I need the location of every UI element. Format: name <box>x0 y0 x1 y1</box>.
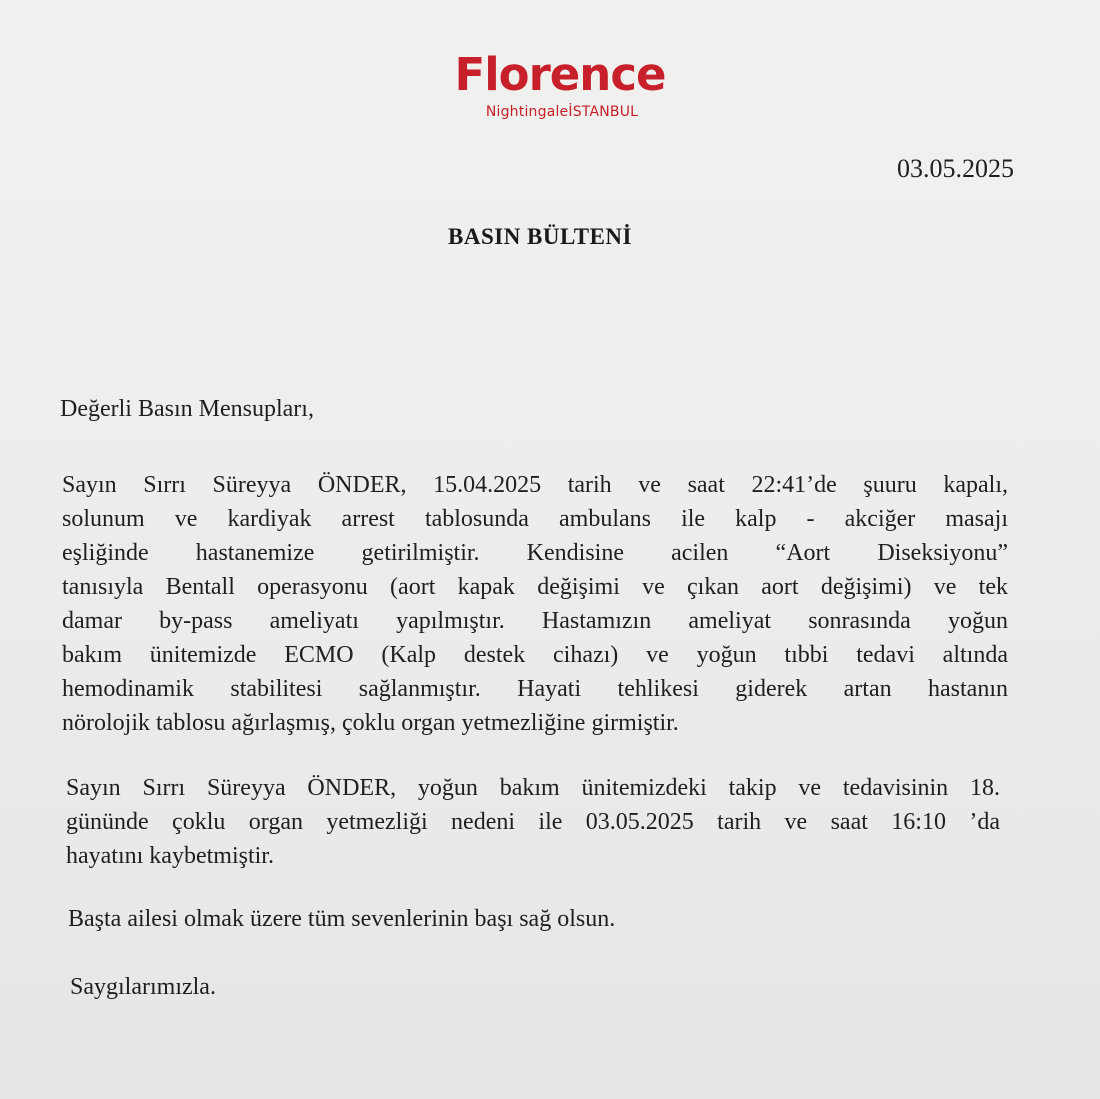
closing-text: Saygılarımızla. <box>70 974 216 1000</box>
paragraph-2 <box>66 771 1000 873</box>
paragraph-1-line: hemodinamik stabilitesi sağlanmıştır. Hayati tehlikesi giderek artan hastanın <box>62 676 1008 702</box>
document-title-text: BASIN BÜLTENİ <box>448 224 632 249</box>
document-title <box>0 224 1100 250</box>
logo-subtitle <box>12 104 1100 120</box>
paragraph-2-line: Sayın Sırrı Süreyya ÖNDER, yoğun bakım ünitemizdeki takip ve tedavisinin 18. <box>66 775 1000 801</box>
paragraph-1-line: bakım ünitemizde ECMO (Kalp destek cihazı) ve yoğun tıbbi tedavi altında <box>62 642 1008 668</box>
paragraph-1-line: eşliğinde hastanemize getirilmiştir. Kendisine acilen “Aort Diseksiyonu” <box>62 540 1008 566</box>
paragraph-1 <box>62 468 1008 740</box>
salutation: Değerli Basın Mensupları, <box>60 396 314 422</box>
paragraph-1-line: damar by-pass ameliyatı yapılmıştır. Hastamızın ameliyat sonrasında yoğun <box>62 608 1008 634</box>
paragraph-1-line: Sayın Sırrı Süreyya ÖNDER, 15.04.2025 tarih ve saat 22:41’de şuuru kapalı, <box>62 472 1008 498</box>
document-date: 03.05.2025 <box>897 154 1014 183</box>
hospital-logo <box>0 48 1100 120</box>
condolence-text: Başta ailesi olmak üzere tüm sevenlerinin başı sağ olsun. <box>68 906 616 932</box>
paragraph-1-line: nörolojik tablosu ağırlaşmış, çoklu organ yetmezliğine girmiştir. <box>62 710 679 736</box>
paragraph-1-line: solunum ve kardiyak arrest tablosunda ambulans ile kalp - akciğer masajı <box>62 506 1008 532</box>
paragraph-1-line: tanısıyla Bentall operasyonu (aort kapak değişimi ve çıkan aort değişimi) ve tek <box>62 574 1008 600</box>
paragraph-2-line: hayatını kaybetmiştir. <box>66 843 274 869</box>
logo-subtitle-right: İSTANBUL <box>568 104 639 120</box>
logo-wordmark: Florence <box>454 48 666 101</box>
paragraph-2-line: gününde çoklu organ yetmezliği nedeni ile 03.05.2025 tarih ve saat 16:10 ’da <box>66 809 1000 835</box>
logo-subtitle-left: Nightingale <box>485 104 569 120</box>
